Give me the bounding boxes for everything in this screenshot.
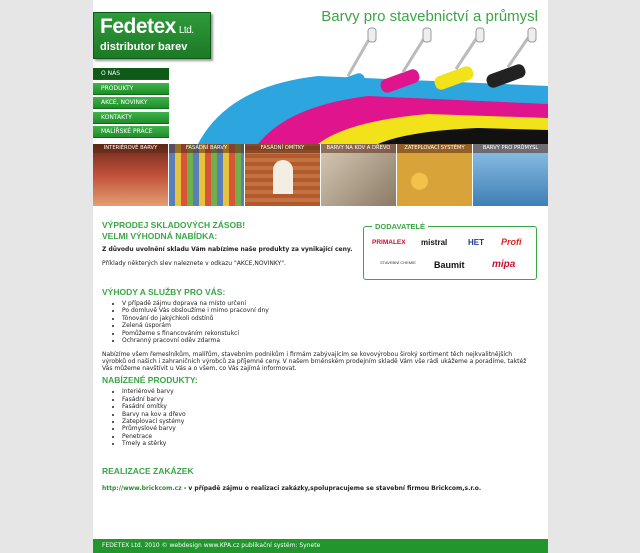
list-item: • Interiérové barvy	[122, 388, 542, 395]
list-item: • Průmyslové barvy	[122, 425, 542, 432]
supplier-logo-primalex[interactable]: PRIMALEX	[372, 239, 406, 246]
list-item: • Fasádní barvy	[122, 396, 542, 403]
menu-item-produkty[interactable]: PRODUKTY	[93, 83, 169, 95]
supplier-logo-profi[interactable]: Profi	[501, 237, 522, 247]
category-zateplovaci-systemy[interactable]	[397, 144, 473, 206]
list-item: • Zateplovací systémy	[122, 418, 542, 425]
menu-item-kontakty[interactable]: KONTAKTY	[93, 112, 169, 124]
category-barvy-na-kov-a-drevo[interactable]	[321, 144, 397, 206]
category-label: FASÁDNÍ OMÍTKY	[245, 144, 320, 153]
slogan: Barvy pro stavebnictví a průmysl	[321, 8, 538, 25]
menu-item-akce-novinky[interactable]: AKCE, NOVINKY	[93, 97, 169, 109]
roller-yellow-icon	[433, 28, 484, 91]
examples-text: Příklady některých slev naleznete v odkazu "AKCE,NOVINKY".	[102, 260, 286, 267]
logo[interactable]	[93, 12, 211, 59]
logo-subtitle: distributor barev	[100, 41, 188, 53]
list-item: • Pomůžeme s financováním rekonstukcí	[122, 330, 542, 337]
roller-black-icon	[485, 28, 536, 89]
benefits-list	[102, 300, 542, 344]
realization-description: - v případě zájmu o realizaci zakázky,spolupracujeme se stavební firmou Brickcom,s.r.o.	[181, 484, 482, 492]
category-fasadni-omitky[interactable]	[245, 144, 321, 206]
menu-item-malirske-prace[interactable]: MALÍŘSKÉ PRÁCE	[93, 126, 169, 138]
footer-copyright: FEDETEX Ltd. 2010 © webdesign	[102, 542, 204, 549]
category-interierove-barvy[interactable]	[93, 144, 169, 206]
benefits-title: VÝHODY A SLUŽBY PRO VÁS:	[102, 287, 226, 297]
list-item: • Zelená úsporám	[122, 322, 542, 329]
logo-title: Fedetex Ltd.	[100, 15, 194, 38]
supplier-logo-het[interactable]: HET	[468, 238, 484, 247]
intro-text: Nabízíme všem řemeslníkům, malířům, stavebním podnikům i firmám zabývajícím se kovovýrobou široký sortiment těch nejkvalitnějších výrobků od našich i zahraničních výrobců za příjemné ceny. V našem brněnském prodejním skladě Vám vše rádi ukážeme a poradíme, taktéž Vás můžeme navštívit u Vás a o všem, co Vás zajímá informovat.	[102, 351, 527, 373]
category-label: BARVY PRO PRŮMYSL	[473, 144, 548, 153]
list-item: • Penetrace	[122, 433, 542, 440]
realization-title: REALIZACE ZAKÁZEK	[102, 465, 194, 476]
supplier-logo-mistral[interactable]: mistral	[421, 238, 448, 247]
list-item: • Fasádní omítky	[122, 403, 542, 410]
list-item: • Tmely a stěrky	[122, 440, 542, 447]
products-list	[102, 388, 542, 447]
suppliers-title: DODAVATELÉ	[372, 222, 428, 231]
main-menu	[93, 68, 169, 141]
supplier-logo-mipa[interactable]: mipa	[492, 259, 516, 270]
products-title: NABÍZENÉ PRODUKTY:	[102, 375, 198, 386]
realization-text	[102, 485, 542, 492]
list-item: • Po domluvě Vás obsloužíme i mimo pracovní dny	[122, 307, 542, 314]
sale-title: VÝPRODEJ SKLADOVÝCH ZÁSOB!	[102, 220, 246, 230]
footer-link-kpa[interactable]: www.KPA.cz	[203, 542, 240, 549]
category-label: INTERIÉROVÉ BARVY	[93, 144, 168, 153]
brickcom-link[interactable]: http://www.brickcom.cz	[102, 484, 182, 492]
list-item: • Barvy na kov a dřevo	[122, 411, 542, 418]
category-strip	[93, 144, 548, 206]
offer-title: VELMI VÝHODNÁ NABÍDKA:	[102, 231, 218, 241]
supplier-logo-baumit[interactable]: Baumit	[434, 260, 465, 270]
page	[93, 0, 548, 553]
footer-cms-label: publikační systém:	[239, 542, 300, 549]
category-fasadni-barvy[interactable]	[169, 144, 245, 206]
suppliers-box	[363, 222, 537, 280]
category-label: FASÁDNÍ BARVY	[169, 144, 244, 153]
supplier-logo-stavebni-chemie[interactable]: STAVEBNÍ CHEMIE	[380, 260, 416, 265]
offer-text: Z důvodu uvolnění skladu Vám nabízíme naše produkty za vynikající ceny.	[102, 246, 353, 253]
footer-link-synete[interactable]: Synete	[299, 542, 321, 549]
category-label: ZATEPLOVACÍ SYSTÉMY	[397, 144, 472, 153]
category-barvy-pro-prumysl[interactable]	[473, 144, 548, 206]
list-item: • V případě zájmu doprava na místo určení	[122, 300, 542, 307]
menu-item-o-nas[interactable]: O NÁS	[93, 68, 169, 80]
list-item: • Tónování do jakýchkoli odstínů	[122, 315, 542, 322]
category-label: BARVY NA KOV A DŘEVO	[321, 144, 396, 153]
list-item: • Ochranný pracovní oděv zdarma	[122, 337, 542, 344]
footer	[93, 539, 548, 553]
paint-rollers-illustration	[198, 26, 548, 144]
